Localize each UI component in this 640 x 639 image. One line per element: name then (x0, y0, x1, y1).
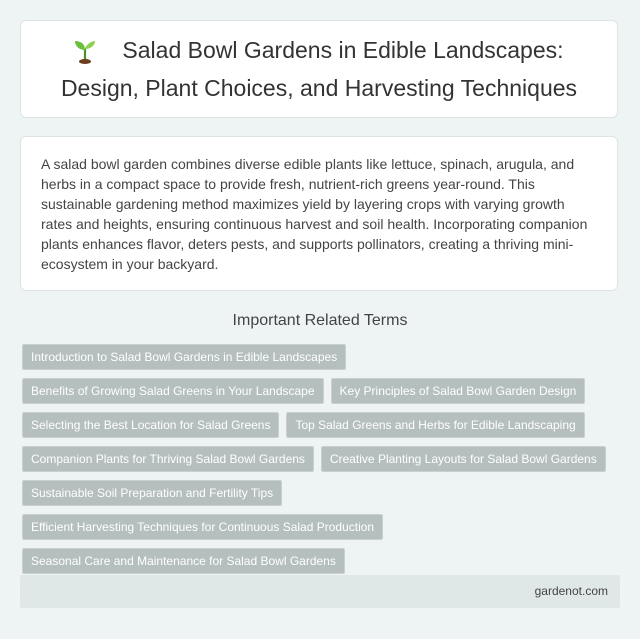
related-term-tag[interactable]: Selecting the Best Location for Salad Greens (22, 412, 279, 438)
title-card (20, 20, 618, 118)
page-title (61, 34, 577, 104)
related-term-tag[interactable]: Efficient Harvesting Techniques for Continuous Salad Production (22, 514, 383, 540)
related-term-tag[interactable]: Key Principles of Salad Bowl Garden Design (331, 378, 586, 404)
intro-card (20, 136, 618, 291)
footer-site-name: gardenot.com (534, 584, 608, 598)
title-line-2: Design, Plant Choices, and Harvesting Techniques (60, 75, 578, 101)
related-term-tag[interactable]: Sustainable Soil Preparation and Fertility Tips (22, 480, 282, 506)
related-term-tag[interactable]: Introduction to Salad Bowl Gardens in Edible Landscapes (22, 344, 346, 370)
title-line-1: Salad Bowl Gardens in Edible Landscapes: (122, 37, 564, 63)
related-terms-heading: Important Related Terms (232, 312, 408, 329)
related-term-tag[interactable]: Creative Planting Layouts for Salad Bowl Gardens (321, 446, 606, 472)
related-term-tag[interactable]: Seasonal Care and Maintenance for Salad Bowl Gardens (22, 548, 345, 574)
seedling-icon (74, 38, 96, 72)
intro-paragraph: A salad bowl garden combines diverse edible plants like lettuce, spinach, arugula, and herbs in a compact space to provide fresh, nutrient-rich greens year-round. This sustainable gardening method maximizes yield by layering crops with varying growth rates and heights, ensuring continuous harvest and soil health. Incorporating companion plants enhances flavor, deters pests, and supports pollinators, creating a thriving mini-ecosystem in your backyard. (41, 156, 588, 272)
footer (20, 575, 620, 608)
related-term-tag[interactable]: Benefits of Growing Salad Greens in Your Landscape (22, 378, 324, 404)
related-term-tag[interactable]: Top Salad Greens and Herbs for Edible Landscaping (286, 412, 584, 438)
related-term-tag[interactable]: Companion Plants for Thriving Salad Bowl Gardens (22, 446, 314, 472)
related-terms-list (22, 344, 612, 574)
